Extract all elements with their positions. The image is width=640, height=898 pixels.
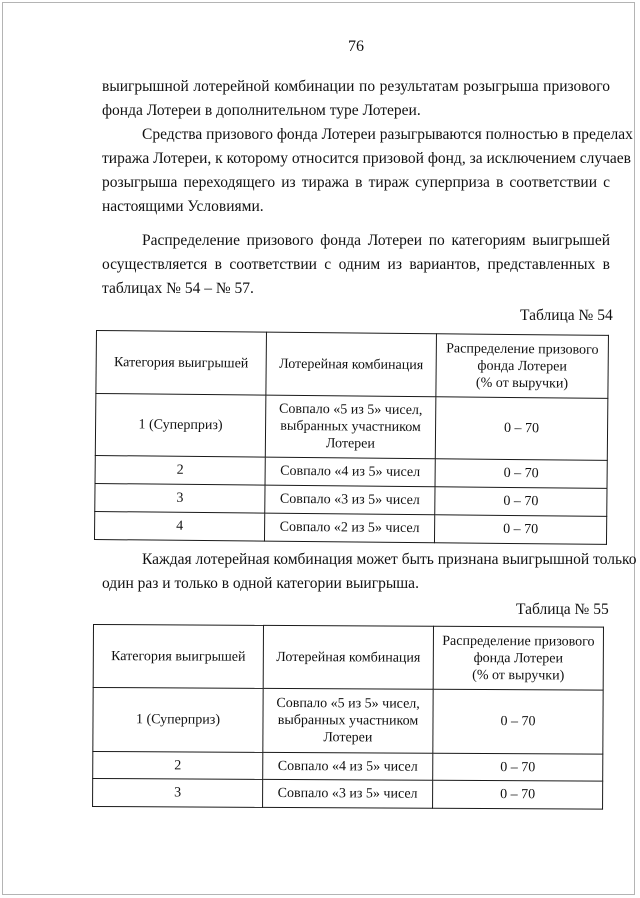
paragraph-distribution xyxy=(102,229,610,301)
header-combination xyxy=(263,625,433,689)
cell-category: 1 (Суперприз) xyxy=(95,394,266,458)
text-line: осуществляется в соответствии с одним из вариантов, представленных в xyxy=(102,256,610,273)
cell-text-line: Совпало «5 из 5» чисел, xyxy=(276,695,420,712)
cell-text-line: выбранных участником xyxy=(280,418,421,436)
header-category xyxy=(96,331,267,396)
header-text: Категория выигрышей xyxy=(111,648,246,665)
cell-category: 4 xyxy=(94,511,264,541)
paragraph-continuation xyxy=(102,75,610,123)
cell-text-line: Лотереи xyxy=(325,436,375,452)
header-text-line: Распределение призового xyxy=(442,633,595,650)
table-55-caption: Таблица № 55 xyxy=(516,601,609,618)
cell-share: 0 – 70 xyxy=(434,515,606,545)
table-row xyxy=(93,688,603,755)
header-text-line: (% от выручки) xyxy=(475,375,569,392)
cell-share: 0 – 70 xyxy=(435,487,607,517)
cell-share: 0 – 70 xyxy=(433,780,603,809)
cell-combination xyxy=(263,688,433,753)
header-category xyxy=(93,625,263,689)
cell-combination: Совпало «3 из 5» чисел xyxy=(263,779,433,808)
cell-share: 0 – 70 xyxy=(435,397,608,461)
header-distribution xyxy=(436,334,609,399)
header-text-line: (% от выручки) xyxy=(472,667,565,683)
cell-combination xyxy=(265,395,436,459)
cell-combination: Совпало «3 из 5» чисел xyxy=(265,485,435,515)
paragraph-prize-fund xyxy=(102,123,633,219)
cell-combination: Совпало «4 из 5» чисел xyxy=(265,457,435,487)
text-line: один раз и только в одной категории выигрыша. xyxy=(102,575,419,592)
cell-category: 3 xyxy=(93,779,263,808)
table-header-row xyxy=(96,331,609,399)
text-line: выигрышной лотерейной комбинации по результатам розыгрыша призового xyxy=(102,78,610,95)
header-distribution xyxy=(433,626,603,690)
text-line: тиража Лотереи, к которому относится призовой фонд, за исключением случаев xyxy=(102,150,631,167)
header-text: Лотерейная комбинация xyxy=(276,649,421,666)
text-line: Каждая лотерейная комбинация может быть признана выигрышной только xyxy=(142,551,637,568)
cell-category: 2 xyxy=(95,455,265,485)
cell-share: 0 – 70 xyxy=(435,459,607,489)
table-row xyxy=(94,511,606,544)
table-54-caption: Таблица № 54 xyxy=(520,307,613,324)
text-line: таблицах № 54 – № 57. xyxy=(102,280,254,297)
paragraph-single-win xyxy=(102,548,637,596)
table-54 xyxy=(94,330,609,545)
text-line: Средства призового фонда Лотереи разыгрываются полностью в пределах xyxy=(142,126,633,143)
cell-combination: Совпало «2 из 5» чисел xyxy=(264,513,434,543)
header-text-line: фонда Лотереи xyxy=(477,358,567,375)
table-header-row xyxy=(93,625,603,691)
cell-category: 1 (Суперприз) xyxy=(93,688,263,753)
table-row xyxy=(93,779,603,810)
cell-text-line: Совпало «5 из 5» чисел, xyxy=(278,401,423,419)
text-line: настоящими Условиями. xyxy=(102,198,264,215)
header-text: Категория выигрышей xyxy=(113,354,249,371)
text-line: фонда Лотереи в дополнительном туре Лотереи. xyxy=(102,102,421,119)
table-row xyxy=(93,752,603,782)
table-55 xyxy=(92,624,604,810)
header-text: Лотерейная комбинация xyxy=(279,356,424,373)
cell-category: 2 xyxy=(93,752,263,780)
table-row xyxy=(95,394,608,461)
header-combination xyxy=(266,332,437,397)
text-line: розыгрыша переходящего из тиража в тираж суперприза в соответствии с xyxy=(102,174,610,191)
cell-text-line: выбранных участником xyxy=(277,712,419,729)
header-text-line: Распределение призового xyxy=(446,340,599,358)
page-number: 76 xyxy=(348,38,364,55)
cell-combination: Совпало «4 из 5» чисел xyxy=(263,752,433,780)
cell-text-line: Лотереи xyxy=(323,730,373,746)
cell-share: 0 – 70 xyxy=(433,689,603,754)
cell-category: 3 xyxy=(95,483,265,513)
text-line: Распределение призового фонда Лотереи по категориям выигрышей xyxy=(142,232,610,249)
cell-share: 0 – 70 xyxy=(433,753,603,781)
header-text-line: фонда Лотереи xyxy=(473,650,564,666)
